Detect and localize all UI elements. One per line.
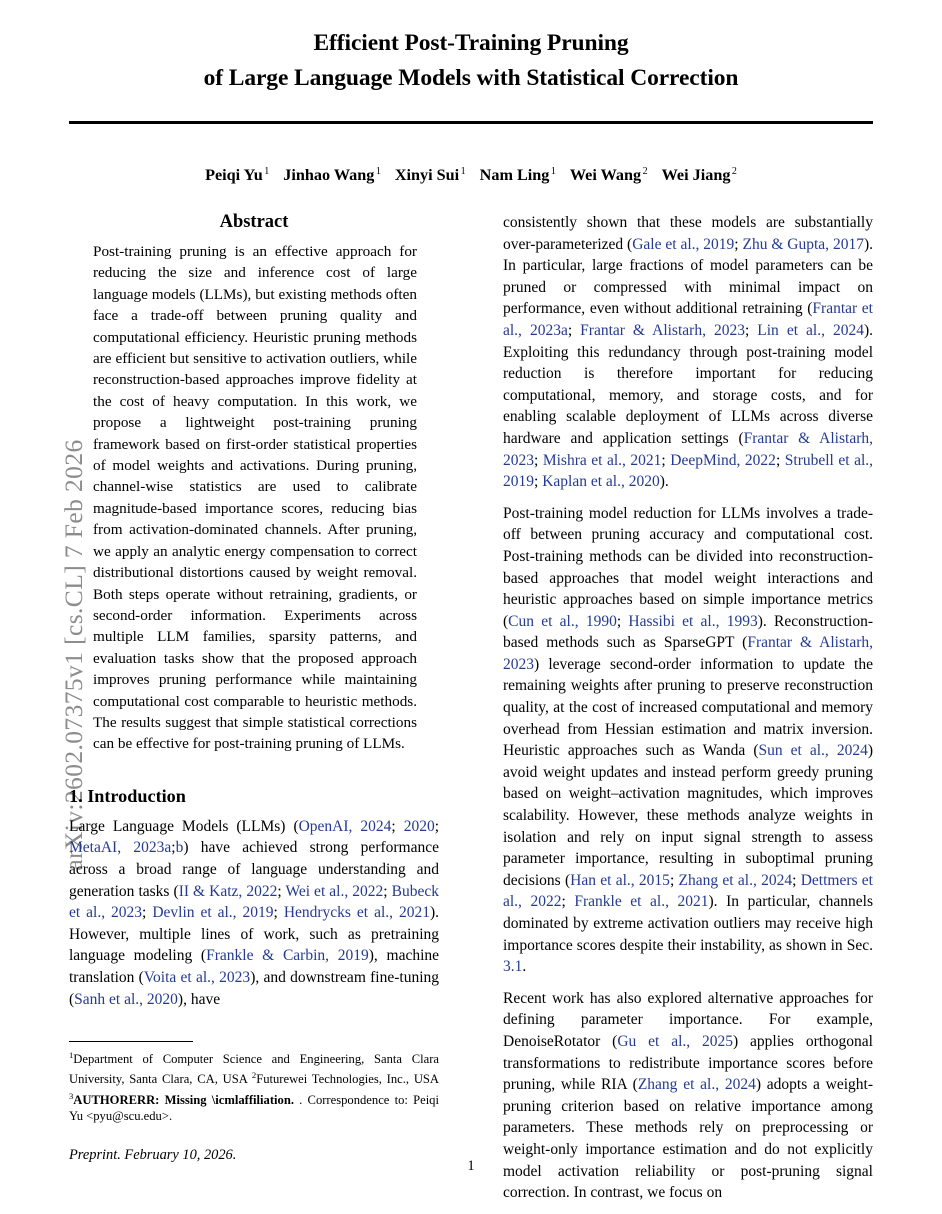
citation-link[interactable]: Strubell et al., 2019 [503,451,873,491]
body-text: ). Exploiting this redundancy through post-training model reduction is therefore important for reducing computational, memory, and storage costs, and for enabling scalable deployment of LLMs across diverse hardware and application settings ( [503,321,873,447]
body-text: ). In particular, large fractions of model parameters can be pruned or compressed with minimal impact on performance, even without additional retraining ( [503,235,873,318]
citation-link[interactable]: Voita et al., 2023 [143,968,251,986]
title-divider-rule [69,121,873,124]
author-affiliation-mark: 2 [642,166,648,177]
citation-link[interactable]: Han et al., 2015 [570,871,670,889]
body-text: ; [661,451,671,469]
citation-link[interactable]: Sun et al., 2024 [758,742,868,760]
page-title-line-1: Efficient Post-Training Pruning [313,30,629,56]
footnote-divider-rule [69,1041,193,1042]
body-text: ), and downstream fine-tuning ( [69,968,439,1008]
citation-link[interactable]: Lin et al., 2024 [757,321,864,339]
body-text: consistently shown that these models are substantially over-parameterized ( [503,214,873,253]
body-text: ; [561,893,575,911]
author-affiliation-mark: 1 [550,166,556,177]
citation-link[interactable]: Cun et al., 1990 [508,612,617,630]
body-text: ; [616,612,629,630]
author-name [395,166,466,184]
footnote-marker: 3 [69,1090,74,1101]
author-name [662,166,737,184]
body-text: ) have achieved strong performance across a broad range of language understanding and generation tasks ( [69,839,439,900]
citation-link[interactable]: Mishra et al., 2021 [542,451,662,469]
footnote-text [69,1047,439,1125]
author-label: Jinhao Wang [283,166,375,185]
author-affiliation-mark: 1 [375,166,381,177]
citation-link[interactable]: Hassibi et al., 1993 [628,612,758,630]
intro-paragraph-1 [69,816,439,1010]
citation-link[interactable]: 3.1 [503,958,523,976]
citation-link[interactable]: OpenAI, 2024 [298,817,392,835]
body-text: Large Language Models (LLMs) ( [69,817,299,835]
body-text: ) applies orthogonal transformations to redistribute importance scores before pruning, while RIA ( [503,1032,873,1094]
body-text: ). [659,473,669,491]
citation-link[interactable]: MetaAI, 2023a [69,839,172,857]
citation-link[interactable]: Hendrycks et al., 2021 [283,904,430,922]
citation-link[interactable]: Wei et al., 2022 [285,882,384,900]
page-title-line-2: of Large Language Models with Statistical Correction [203,65,739,91]
paper-page [69,0,873,1200]
abstract-body [93,241,417,755]
body-text: ) leverage second-order information to update the remaining weights after pruning to preserve reconstruction quality, at the cost of increased computational and memory overhead from Hessian estimation and matrix inversion. Heuristic approaches such as Wanda ( [503,655,873,760]
footnote-text-run: AUTHORERR: Missing \icmlaffiliation. [73,1093,294,1108]
author-name [570,166,648,184]
citation-link[interactable]: Zhang et al., 2024 [637,1076,756,1094]
body-text: ) avoid weight updates and instead perform greedy pruning based on weight–activation magnitudes, which improves scalability. However, these methods analyze weights in isolation and rely on input signal strength to assess parameter importance, resulting in suboptimal pruning decisions ( [503,742,873,889]
author-label: Xinyi Sui [394,166,460,185]
page-number: 1 [467,1158,475,1174]
citation-link[interactable]: Gu et al., 2025 [617,1032,734,1050]
body-text: ; [744,321,758,339]
right-paragraph-1 [503,212,873,493]
citation-link[interactable]: Zhang et al., 2024 [678,871,793,889]
citation-link[interactable]: Bubeck et al., 2023 [69,882,440,922]
citation-link[interactable]: Sanh et al., 2020 [74,990,178,1008]
author-label: Wei Wang [569,166,642,185]
body-text: ; [775,451,785,469]
citation-link[interactable]: Frantar & Alistarh, 2023 [580,321,745,339]
right-column [503,212,873,1214]
body-text: ) adopts a weight-pruning criterion based on relative importance among parameters. These methods rely on preprocessing or weight-only importance estimation and do not explicitly model activation reliability or post-pruning signal correction. In contrast, we focus on [503,1076,873,1202]
body-text: ; [534,451,543,469]
body-text: Recent work has also explored alternative approaches for defining parameter importance. For example, DenoiseRotator ( [503,989,873,1050]
body-text: ; [792,871,801,889]
citation-link[interactable]: Zhu & Gupta, 2017 [742,235,864,253]
author-name [480,166,556,184]
right-paragraph-2 [503,503,873,978]
body-text: ). However, multiple lines of work, such as pretraining language modeling ( [69,904,440,965]
author-label: Nam Ling [479,166,550,185]
author-affiliation-mark: 1 [460,166,466,177]
citation-link[interactable]: Frantar & Alistarh, 2023 [503,429,873,469]
abstract-text: Post-training pruning is an effective approach for reducing the size and inference cost of large language models (LLMs), but existing methods often face a trade-off between pruning quality and computational efficiency. Heuristic pruning methods are efficient but sensitive to activation outliers, while reconstruction-based approaches improve fidelity at the cost of heavy computation. In this work, we propose a lightweight post-training pruning framework based on first-order statistical properties of model weights and activations. During pruning, channel-wise statistics are used to calibrate magnitude-based importance scores, reducing bias from activation-dominated channels. After pruning, we apply an analytic energy compensation to correct distributional distortions caused by weight removal. Both steps operate without retraining, gradients, or second-order information. Experiments across multiple LLM families, sparsity patterns, and evaluation tasks show that the proposed approach improves pruning performance while maintaining computational cost comparable to heuristic methods. The results suggest that simple statistical corrections can be effective for post-training pruning of LLMs. [93,243,417,753]
footnote-text-run: . Correspondence to: Peiqi Yu <pyu@scu.edu>. [69,1093,439,1124]
footnote-block [69,1041,439,1164]
body-text: ; [142,904,153,922]
footnote-text-run: Department of Computer Science and Engineering, Santa Clara University, Santa Clara, CA, USA [69,1052,439,1087]
body-text: ; [273,904,284,922]
preprint-notice: Preprint. February 10, 2026. [69,1146,237,1163]
author-affiliation-mark: 2 [731,166,737,177]
citation-link[interactable]: 2020 [403,817,435,835]
left-column [69,212,439,1020]
body-text: ; [434,817,439,835]
citation-link[interactable]: Frankle et al., 2021 [574,893,709,911]
citation-link[interactable]: Frantar et al., 2023a [503,300,873,339]
body-text: ), have [177,990,221,1008]
title-block [69,0,873,96]
body-text: ). In particular, channels dominated by extreme activation outliers may receive high importance scores despite their instability, as shown in Sec. [503,893,873,954]
citation-link[interactable]: Dettmers et al., 2022 [503,871,873,911]
body-columns [69,212,873,1202]
footnote-marker: 2 [251,1070,257,1081]
footnote-text-run: Futurewei Technologies, Inc., USA [256,1072,440,1087]
abstract-heading: Abstract [219,212,289,232]
citation-link[interactable]: Devlin et al., 2019 [152,904,274,922]
author-name [283,166,381,184]
body-text: ), machine translation ( [69,947,440,986]
footnote-marker: 1 [69,1050,74,1060]
author-name [205,166,269,184]
body-text: ; [534,473,543,491]
citation-link[interactable]: DeepMind, 2022 [670,451,776,469]
citation-link[interactable]: Gale et al., 2019 [632,235,735,253]
body-text: ; [277,882,286,900]
section-heading-introduction: 1. Introduction [69,785,186,806]
body-text: ; [383,882,392,900]
author-label: Wei Jiang [661,166,731,185]
body-text: ). Reconstruction-based methods such as SparseGPT ( [503,612,873,652]
body-text: ; [669,871,679,889]
citation-link[interactable]: b [175,839,184,857]
body-text: ; [734,235,743,253]
body-text: ; [391,817,404,835]
body-text: Post-training model reduction for LLMs involves a trade-off between pruning accuracy and computational cost. Post-training methods can be divided into reconstruction-based approaches that model weight interactions and heuristic approaches based on simple importance metrics ( [503,504,873,630]
author-affiliation-mark: 1 [264,166,270,177]
body-text: ; [171,839,176,857]
citation-link[interactable]: Kaplan et al., 2020 [542,473,660,491]
author-list [69,166,873,185]
citation-link[interactable]: Frantar & Alistarh, 2023 [503,634,873,673]
body-text: . [522,958,527,976]
citation-link[interactable]: Frankle & Carbin, 2019 [206,947,369,965]
arxiv-stamp: arXiv:2602.07375v1 [cs.CL] 7 Feb 2026 [59,439,88,871]
author-label: Peiqi Yu [205,166,263,185]
body-text: ; [567,321,581,339]
citation-link[interactable]: II & Katz, 2022 [178,882,278,900]
